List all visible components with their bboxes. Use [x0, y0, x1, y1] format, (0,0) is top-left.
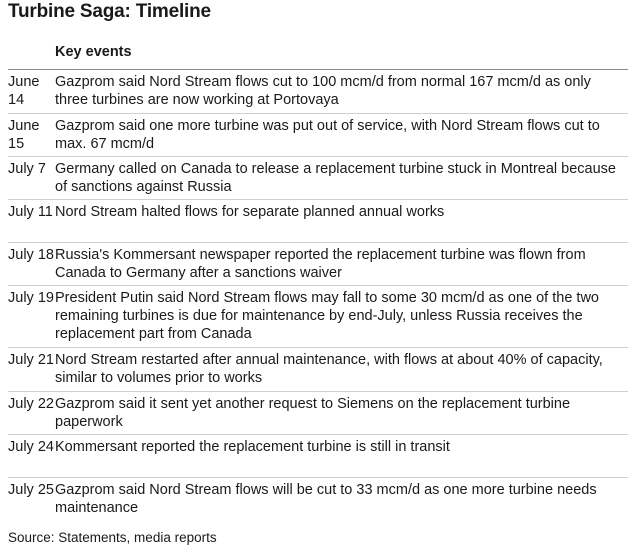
row-event: Russia's Kommersant newspaper reported the replacement turbine was flown from Canada to Germany after a sanctions waiver	[55, 247, 586, 281]
timeline-row	[8, 114, 628, 157]
timeline-row	[8, 70, 628, 114]
row-date: July 21	[8, 352, 54, 368]
row-event: Kommersant reported the replacement turbine is still in transit	[55, 439, 450, 455]
row-event: President Putin said Nord Stream flows may fall to some 30 mcm/d as one of the two remaining turbines is due for maintenance by end-July, unless Russia receives the replacement part from Canada	[55, 290, 599, 342]
column-header-key-events: Key events	[55, 44, 132, 60]
timeline-row	[8, 200, 628, 243]
row-date: July 18	[8, 247, 54, 263]
timeline-row	[8, 157, 628, 200]
page-title: Turbine Saga: Timeline	[8, 1, 211, 22]
row-date: June 15	[8, 118, 40, 152]
row-date: July 24	[8, 439, 54, 455]
row-event: Nord Stream halted flows for separate planned annual works	[55, 204, 445, 220]
row-event: Germany called on Canada to release a replacement turbine stuck in Montreal because of sanctions against Russia	[55, 161, 616, 195]
source-note: Source: Statements, media reports	[8, 530, 217, 545]
row-date: July 11	[8, 204, 53, 220]
timeline-table	[8, 70, 628, 522]
row-date: July 22	[8, 396, 54, 412]
row-date: July 25	[8, 482, 54, 498]
row-date: July 19	[8, 290, 54, 306]
row-date: July 7	[8, 161, 46, 177]
timeline-row	[8, 243, 628, 286]
timeline-row	[8, 435, 628, 478]
timeline-row	[8, 286, 628, 348]
timeline-row	[8, 478, 628, 522]
timeline-row	[8, 348, 628, 392]
row-event: Gazprom said Nord Stream flows will be cut to 33 mcm/d as one more turbine needs maintenance	[55, 482, 597, 516]
row-event: Gazprom said Nord Stream flows cut to 100 mcm/d from normal 167 mcm/d as only three turbines are now working at Portovaya	[55, 74, 591, 108]
timeline-row	[8, 392, 628, 435]
row-date: June 14	[8, 74, 40, 108]
row-event: Gazprom said it sent yet another request to Siemens on the replacement turbine paperwork	[55, 396, 571, 430]
row-event: Gazprom said one more turbine was put out of service, with Nord Stream flows cut to max. 67 mcm/d	[55, 118, 600, 152]
row-event: Nord Stream restarted after annual maintenance, with flows at about 40% of capacity, similar to volumes prior to works	[55, 352, 603, 386]
